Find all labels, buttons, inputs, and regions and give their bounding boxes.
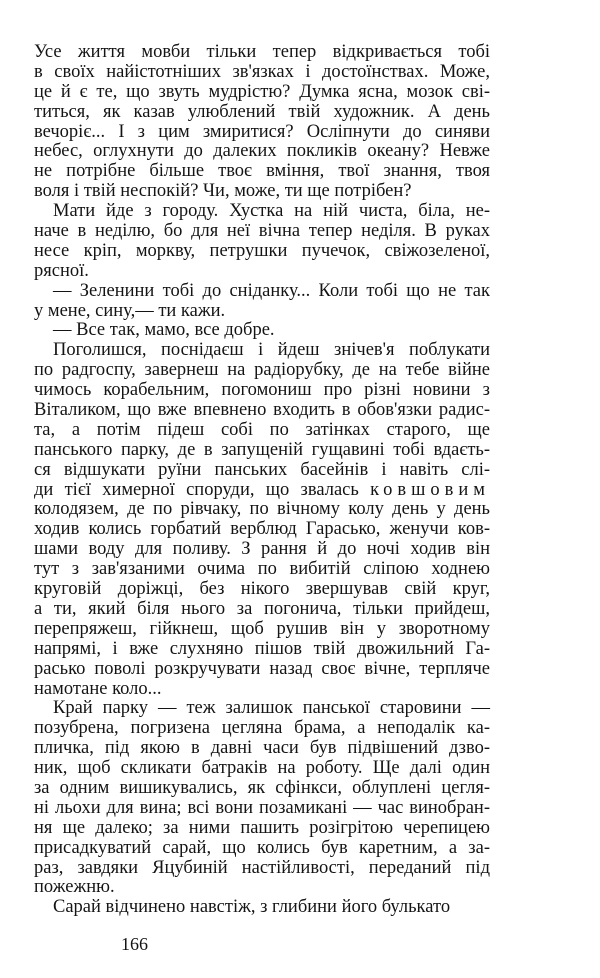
- page-number: 166: [121, 934, 148, 954]
- text-line: — Все так, мамо, все добре.: [53, 320, 275, 341]
- text-line: ся відшукати руїни панських басейнів і навіть слі-: [34, 459, 490, 480]
- text-line: Мати йде з городу. Хустка на ній чиста, біла, не-: [53, 201, 490, 222]
- paragraph: [34, 898, 490, 918]
- text-line: ня ще далеко; за ними пашить розігрітою черепицею: [34, 817, 490, 838]
- text-line: за одним вишикувались, як сфінкси, облуплені цегля-: [34, 777, 490, 798]
- text-line: Віталиком, що вже впевнено входить в обов'язки радис-: [34, 400, 490, 421]
- text-line: — Зеленини тобі до сніданку... Коли тобі що не так: [53, 280, 490, 301]
- text-line: раз, завдяки Яцубиній настійливості, переданий під: [34, 857, 490, 878]
- book-page-text: [34, 43, 490, 918]
- text-line: пличка, під якою в давні часи був підвішений дзво-: [34, 738, 490, 759]
- text-line: чимось корабельним, погомониш про різні новини з: [34, 380, 490, 401]
- text-line: пожежню.: [34, 877, 115, 898]
- text-line: Поголишся, поснідаєш і йдеш знічев'я поблукати: [53, 340, 490, 361]
- text-line: в своїх найістотніших зв'язках і достоїнствах. Може,: [34, 61, 490, 82]
- text-line: небес, оглухнути до далеких покликів океану? Невже: [34, 141, 490, 162]
- text-line: а ти, який біля нього за погонича, тільки прийдеш,: [34, 598, 490, 619]
- text-line: напрямі, і вже слухняно пішов твій двожильний Га-: [34, 638, 490, 659]
- text-line: ні льохи для вина; всі вони позамикані — час винобран-: [34, 797, 490, 818]
- text-line: ди тієї химерної споруди, що звалась ковшовим: [34, 479, 490, 500]
- paragraph: [34, 699, 490, 898]
- text-line: колодязем, де по рівчаку, по вічному колу день у день: [34, 499, 490, 520]
- text-line: це й є те, що звуть мудрістю? Думка ясна, мозок сві-: [34, 81, 490, 102]
- text-line: по радгоспу, завернеш на радіорубку, де на тебе війне: [34, 360, 490, 381]
- text-line: Усе життя мовби тільки тепер відкривається тобі: [34, 42, 490, 62]
- paragraph: [34, 202, 490, 282]
- text-line: перепряжеш, гійкнеш, щоб рушив він у зворотному: [34, 618, 490, 639]
- text-line: вечоріє... І з цим змиритися? Осліпнути до синяви: [34, 121, 490, 142]
- text-line: присадкуватий сарай, що колись був каретним, а за-: [34, 837, 490, 858]
- text-line: наче в неділю, бо для неї вічна тепер неділя. В руках: [34, 221, 490, 242]
- text-line: та, а потім підеш собі по затінках старого, ще: [34, 419, 490, 440]
- text-line: шами воду для поливу. З рання й до ночі ходив він: [34, 539, 490, 560]
- text-line: намотане коло...: [34, 678, 162, 699]
- text-line: тут з зав'язаними очима по вибитій сліпою ходнею: [34, 559, 490, 580]
- emphasized-word: ковшовим: [370, 479, 490, 500]
- text-line: Сарай відчинено навстіж, з глибини його булькато: [53, 897, 451, 918]
- text-line: ник, щоб скликати батраків на роботу. Ще далі один: [34, 758, 490, 779]
- text-line: позубрена, погризена цегляна брама, а неподалік ка-: [34, 718, 490, 739]
- text-line: круговій доріжці, без нікого звершував свій круг,: [34, 579, 490, 600]
- paragraph: [34, 341, 490, 699]
- text-line: ходив колись горбатий верблюд Гарасько, женучи ков-: [34, 519, 490, 540]
- paragraph: [34, 321, 490, 341]
- paragraph: [34, 282, 490, 322]
- text-line: титься, як казав улюблений твій художник. А день: [34, 101, 490, 122]
- text-line: расько поволі розкручувати назад своє вічне, терпляче: [34, 658, 490, 679]
- text-line: не потрібне більше твоє вміння, твої знання, твоя: [34, 161, 490, 182]
- paragraph: [34, 43, 490, 202]
- text-line: несе кріп, моркву, петрушки пучечок, свіжозеленої,: [34, 240, 490, 261]
- text-line: рясної.: [34, 260, 89, 281]
- text-line: панського парку, де в запущеній гущавині тобі вдаєть-: [34, 439, 490, 460]
- text-line: Край парку — теж залишок панської старовини —: [53, 698, 490, 719]
- text-line: воля і твій неспокій? Чи, може, ти ще потрібен?: [34, 181, 412, 202]
- text-line: у мене, сину,— ти кажи.: [34, 300, 226, 321]
